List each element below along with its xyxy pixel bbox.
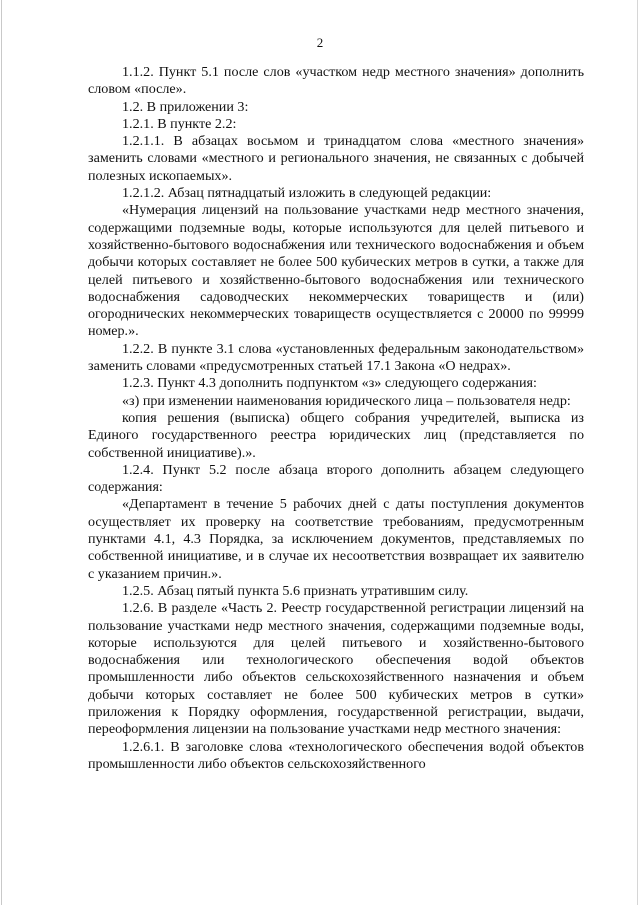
paragraph-1-2-4: 1.2.4. Пункт 5.2 после абзаца второго дополнить абзацем следующего содержания: (88, 461, 584, 496)
paragraph-1-1-2: 1.1.2. Пункт 5.1 после слов «участком недр местного значения» дополнить словом «после». (88, 64, 584, 98)
quoted-department-paragraph: «Департамент в течение 5 рабочих дней с даты поступления документов осуществляет их проверку на соответствие требованиям, предусмотренным пунктами 4.1, 4.3 Порядка, за исключением документов, представляемых по собственной инициативе, и в случае их несоответствия возвращает их заявителю с указанием причин.». (88, 496, 584, 582)
paragraph-1-2-2: 1.2.2. В пункте 3.1 слова «установленных федеральным законодательством» заменить словами «предусмотренных статьей 17.1 Закона «О недрах». (88, 340, 584, 375)
paragraph-1-2-1: 1.2.1. В пункте 2.2: (122, 115, 237, 132)
page-right-edge (637, 0, 638, 905)
quoted-subitem-z: «з) при изменении наименования юридического лица – пользователя недр: (122, 392, 571, 409)
paragraph-1-2-6: 1.2.6. В разделе «Часть 2. Реестр государственной регистрации лицензий на пользование участками недр местного значения, содержащими подземные воды, которые используются для целей питьевого и хозяйственно-бытового водоснабжения или технологического обеспечения водой объектов промышленности либо объектов сельскохозяйственного назначения и объем добычи которых составляет не более 500 кубических метров в сутки» приложения к Порядку оформления, государственной регистрации, выдачи, переоформления лицензии на пользование участками недр местного значения: (88, 600, 584, 738)
paragraph-1-2-1-1: 1.2.1.1. В абзацах восьмом и тринадцатом слова «местного значения» заменить словами «местного и регионального значения, не связанных с добычей полезных ископаемых». (88, 133, 584, 184)
quoted-copy-decision: копия решения (выписка) общего собрания учредителей, выписка из Единого государственного реестра юридических лиц (представляется по собственной инициативе).». (88, 409, 584, 461)
quoted-numbering-paragraph: «Нумерация лицензий на пользование участками недр местного значения, содержащими подземные воды, которые используются для целей питьевого и хозяйственно-бытового водоснабжения или технического водоснабжения и объем добычи которых составляет не более 500 кубических метров в сутки, а также для целей питьевого и хозяйственно-бытового водоснабжения или технического водоснабжения садоводческих некоммерческих товариществ и (или) огороднических некоммерческих товариществ осуществляется с 20000 по 99999 номер.». (88, 202, 584, 340)
page-number: 2 (316, 35, 324, 50)
document-body (88, 64, 584, 773)
paragraph-1-2: 1.2. В приложении 3: (122, 98, 249, 115)
page-left-edge (1, 0, 2, 905)
paragraph-1-2-5: 1.2.5. Абзац пятый пункта 5.6 признать утратившим силу. (122, 582, 469, 599)
paragraph-1-2-3: 1.2.3. Пункт 4.3 дополнить подпунктом «з» следующего содержания: (122, 375, 537, 392)
paragraph-1-2-6-1: 1.2.6.1. В заголовке слова «технологического обеспечения водой объектов промышленности либо объектов сельскохозяйственного (88, 738, 584, 772)
paragraph-1-2-1-2: 1.2.1.2. Абзац пятнадцатый изложить в следующей редакции: (122, 185, 492, 202)
